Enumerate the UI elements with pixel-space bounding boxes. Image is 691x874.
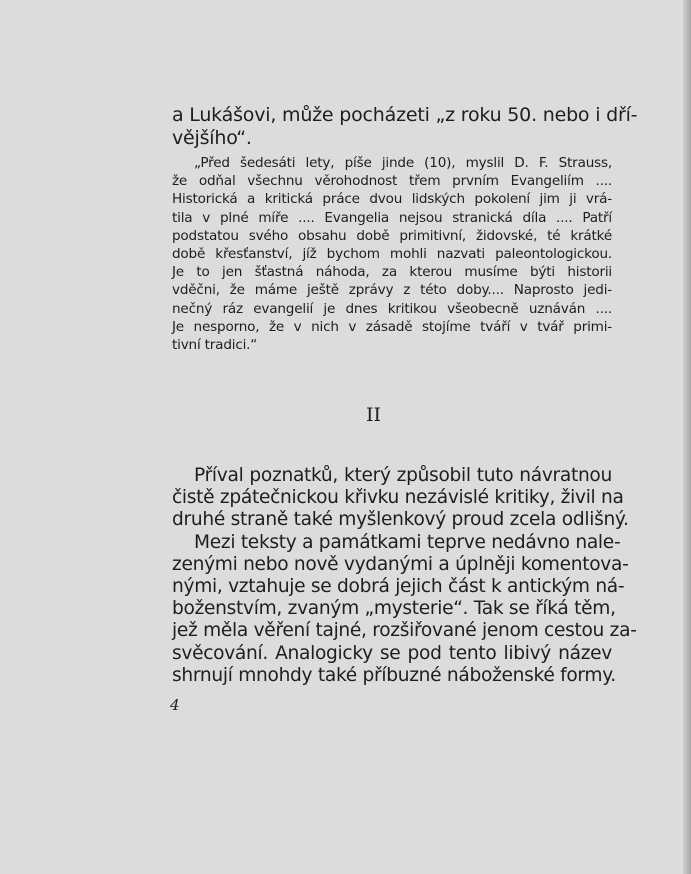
text-line: tila v plné míře .... Evangelia nejsou stranická díla .... Patří	[172, 209, 612, 226]
text-line: vějšího“.	[172, 127, 252, 149]
text-line: podstatou svého obsahu době primitivní, židovské, té krátké	[172, 227, 612, 244]
text-line: Je nesporno, že v nich v zásadě stojíme tváří v tvář primi-	[172, 318, 612, 335]
text-line: nými, vztahuje se dobrá jejich část k antickým ná-	[172, 576, 625, 598]
text-line: že odňal všechnu věrohodnost třem prvním Evangeliím ....	[172, 173, 612, 190]
text-line: jež měla věření tajné, rozšiřované jenom cestou za-	[172, 620, 637, 642]
text-line: tivní tradici.“	[172, 337, 258, 354]
text-line: zenými nebo nově vydanými a úplněji komentova-	[172, 553, 629, 575]
text-line: Je to jen šťastná náhoda, za kterou musíme býti historii	[172, 264, 612, 281]
text-line: shrnují mnohdy také příbuzné náboženské formy.	[172, 664, 616, 686]
body-paragraphs	[172, 465, 637, 687]
page-edge-shadow	[683, 0, 691, 874]
page-number: 4	[170, 696, 180, 714]
text-line: Historická a kritická práce dvou lidských pokolení jim ji vrá-	[172, 191, 612, 208]
text-line: a Lukášovi, může pocházeti „z roku 50. nebo i dří-	[172, 104, 638, 126]
text-line: boženstvím, zvaným „mysterie“. Tak se říká těm,	[172, 598, 616, 620]
text-line: Mezi teksty a památkami teprve nedávno nale-	[194, 531, 621, 553]
intro-paragraph	[172, 104, 638, 150]
text-line: nečný ráz evangelií je dnes kritikou všeobecně uznáván ....	[172, 300, 612, 317]
text-line: vděčni, že máme ještě zprávy z této doby.... Naprosto jedi-	[172, 282, 612, 299]
text-line: čistě zpátečnickou křivku nezávislé kritiky, živil na	[172, 487, 624, 509]
text-line: době křesťanství, jíž bychom mohli nazvati paleontologickou.	[172, 246, 612, 263]
text-line: „Před šedesáti lety, píše jinde (10), myslil D. F. Strauss,	[194, 155, 612, 171]
quotation-paragraph	[172, 154, 612, 354]
text-line: druhé straně také myšlenkový proud zcela odlišný.	[172, 509, 629, 531]
text-line: svěcování. Analogicky se pod tento libivý název	[172, 642, 612, 664]
text-line: Příval poznatků, který způsobil tuto návratnou	[194, 465, 612, 486]
section-heading: II	[366, 404, 382, 426]
